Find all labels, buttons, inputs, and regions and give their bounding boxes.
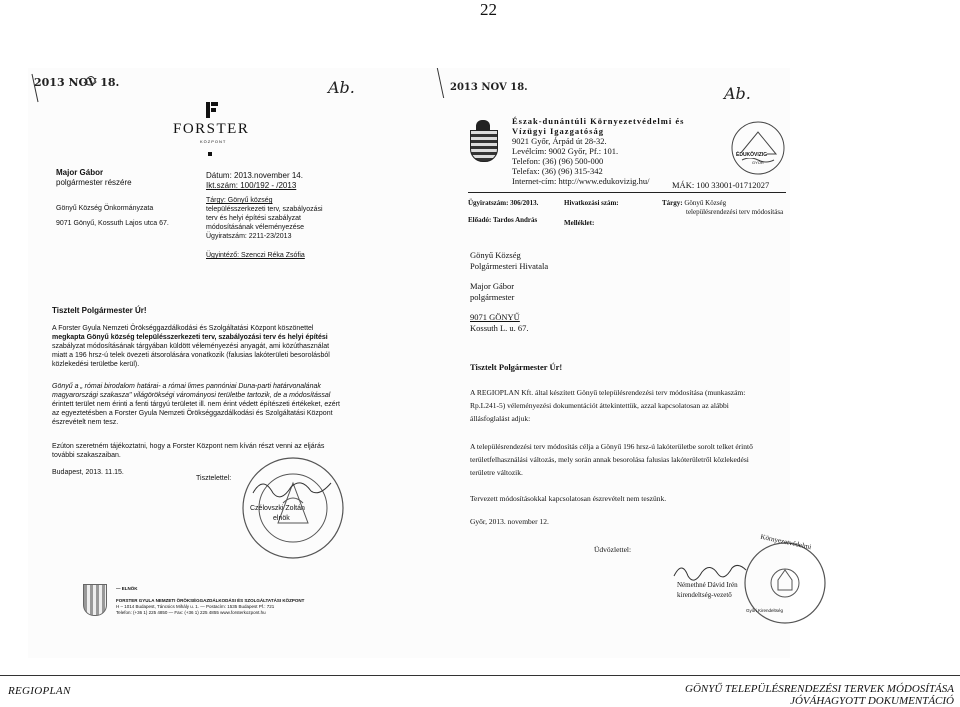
paragraph-line: Ezúton szeretném tájékoztatni, hogy a Forster Központ nem kíván részt venni az eljárás bbox=[52, 443, 325, 450]
edukovizig-logo-sub: GYŐR bbox=[752, 160, 764, 165]
paragraph-line: megkapta Gönyű község településszerkezeti terv, szabályozási terv és helyi építési bbox=[52, 334, 328, 341]
right-paragraph-1 bbox=[470, 386, 745, 425]
signer-title: elnök bbox=[273, 515, 290, 522]
recipient-address: Kossuth L. u. 67. bbox=[470, 323, 529, 333]
forster-logo-name: FORSTER bbox=[173, 121, 250, 137]
right-recipient bbox=[470, 250, 548, 334]
footer-left-label: REGIOPLAN bbox=[8, 685, 71, 697]
left-handwritten-mark: Ab. bbox=[328, 78, 355, 97]
targy-value-2: településrendezési terv módosítása bbox=[686, 208, 784, 216]
right-place-date: Győr, 2013. november 12. bbox=[470, 517, 549, 526]
right-paragraph-2 bbox=[470, 440, 753, 479]
right-received-stamp: 2013 NOV 18. bbox=[450, 82, 528, 93]
paragraph-line: szabályzat módosításának tárgyában küldött véleményezési anyagát, ami közúthasználat bbox=[52, 343, 330, 350]
recipient-person: polgármester bbox=[470, 292, 515, 302]
right-closing: Üdvözlettel: bbox=[594, 545, 632, 554]
address-line: Telefax: (36) (96) 315-342 bbox=[512, 166, 603, 176]
paragraph-line: A Forster Gyula Nemzeti Örökséggazdálkodási és Szolgáltatási Központ köszönettel bbox=[52, 325, 314, 332]
targy-value: Gönyű Község bbox=[684, 199, 727, 207]
left-signature bbox=[248, 473, 338, 503]
ugyiratszam: Ügyiratszám: 306/2013. bbox=[468, 199, 539, 207]
address-line: Levélcím: 9002 Győr, Pf.: 101. bbox=[512, 146, 619, 156]
subject-line: módosításának véleményezése bbox=[206, 224, 305, 231]
subject-block bbox=[206, 196, 386, 241]
subject-line: Ügyiratszám: 2211-23/2013 bbox=[206, 233, 292, 240]
left-stamp-strokes bbox=[28, 68, 108, 108]
place-date: Budapest, 2013. 11.15. bbox=[52, 469, 124, 476]
paragraph-line: miatt a 196 hrsz-ú telek övezeti átsorolására vonatkozik (falusias lakóterületi besorolásból bbox=[52, 352, 330, 359]
footer-right-label bbox=[685, 683, 954, 707]
paragraph-line: A REGIOPLAN Kft. által készített Gönyű településrendezési terv módosítása (munkaszám: bbox=[470, 388, 746, 397]
right-signer-title: kirendeltség-vezető bbox=[677, 591, 732, 599]
address-line: Internet-cím: http://www.edukovizig.hu/ bbox=[512, 176, 650, 186]
date-line: Dátum: 2013.november 14. bbox=[206, 171, 303, 180]
recipient-line: Gönyű Község bbox=[470, 250, 521, 260]
footer-right-line: JÓVÁHAGYOTT DOKUMENTÁCIÓ bbox=[790, 695, 954, 707]
header-rule bbox=[468, 192, 786, 193]
page-number: 22 bbox=[480, 0, 497, 19]
salutation: Tisztelt Polgármester Úr! bbox=[52, 306, 147, 315]
paragraph-line: területfelhasználási változás, mely során annak besorolása falusias lakóterületről közlekedési bbox=[470, 455, 749, 464]
paragraph-line: Gönyű a „ római birodalom határai- a római limes pannóniai Duna-parti határvonalának bbox=[52, 383, 321, 390]
paragraph-line: további szakaszaiban. bbox=[52, 452, 121, 459]
coat-of-arms bbox=[468, 120, 498, 162]
edukovizig-logo bbox=[730, 120, 786, 176]
closing: Tisztelettel: bbox=[196, 475, 232, 482]
footer-rule bbox=[0, 675, 960, 676]
address-line: 9021 Győr, Árpád út 28-32. bbox=[512, 136, 607, 146]
subject-line: terv és helyi építési szabályzat bbox=[206, 215, 301, 222]
paragraph-line: észrevételt nem tesz. bbox=[52, 419, 119, 426]
paragraph-line: érintett terület nem érinti a fenti tárgyú területet ill. nem érint védett építészeti értékeket, ezért bbox=[52, 401, 340, 408]
paragraph-line: közlekedési területbe kerül). bbox=[52, 361, 140, 368]
recipient-name: Major Gábor bbox=[56, 168, 104, 177]
right-stamp-text-2: Győri Kirendeltség bbox=[746, 608, 784, 613]
right-round-stamp bbox=[740, 538, 830, 628]
recipient-line: Polgármesteri Hivatala bbox=[470, 261, 549, 271]
paragraph-line: állásfoglalást adjuk: bbox=[470, 414, 531, 423]
left-received-stamp: 2013 NOV 18. bbox=[34, 76, 120, 89]
right-salutation: Tisztelt Polgármester Úr! bbox=[470, 362, 563, 372]
recipient-title: polgármester részére bbox=[56, 178, 132, 187]
footer-elnok: — ELNÖK bbox=[116, 586, 138, 591]
footer-line: Telefon: (+36 1) 225 4850 — Fax: (+36 1) 225 4855 www.forsterkozpont.hu bbox=[116, 610, 266, 615]
forster-logo-sub: KÖZPONT bbox=[200, 139, 227, 144]
paragraph-line: A településrendezési terv módosítás célja a Gönyű 196 hrsz-ú lakóterületbe sorolt telket érintő bbox=[470, 442, 753, 451]
melleklet: Melléklet: bbox=[564, 219, 595, 227]
footer-crest bbox=[83, 584, 107, 616]
recipient-person: Major Gábor bbox=[470, 281, 515, 291]
targy-label: Tárgy: bbox=[662, 199, 683, 207]
eloado: Előadó: Tardos András bbox=[468, 216, 538, 224]
footer-right-line: GÖNYŰ TELEPÜLÉSRENDEZÉSI TERVEK MÓDOSÍTÁSA bbox=[685, 683, 954, 695]
bullet-square bbox=[208, 152, 212, 156]
address-line: Telefon: (36) (96) 500-000 bbox=[512, 156, 604, 166]
recipient-org: Gönyű Község Önkormányzata bbox=[56, 205, 154, 212]
right-signer-name: Némethné Dávid Irén bbox=[677, 581, 738, 589]
iktatoszam: Ikt.szám: 100/192 - /2013 bbox=[206, 181, 297, 190]
signer-name: Czélovszki Zoltán bbox=[250, 505, 305, 512]
left-footer-block bbox=[116, 586, 304, 616]
paragraph-line: Rp.L241-5) véleményezési dokumentációt áttekintettük, azzal kapcsolatosan az alábbi bbox=[470, 401, 729, 410]
right-handwritten-mark: Ab. bbox=[724, 84, 751, 103]
recipient-address: 9071 Gönyű, Kossuth Lajos utca 67. bbox=[56, 220, 169, 227]
subject-line: településszerkezeti terv, szabályozási bbox=[206, 206, 323, 213]
right-paragraph-3: Tervezett módosításokkal kapcsolatosan észrevételt nem teszünk. bbox=[470, 494, 667, 503]
targy-block bbox=[662, 199, 783, 217]
mak-number: MÁK: 100 33001-01712027 bbox=[672, 180, 770, 190]
org-name-2: Vízügyi Igazgatóság bbox=[512, 126, 604, 136]
right-stamp-text: Környezetvédelmi bbox=[759, 532, 812, 552]
paragraph-1 bbox=[52, 324, 437, 369]
right-org-header bbox=[512, 116, 684, 186]
left-letter-scan bbox=[28, 68, 446, 658]
paragraph-line: az egyeztetésben a Forster Gyula Nemzeti Örökséggazdálkodási és Szolgáltatási Központ bbox=[52, 410, 333, 417]
hivatkozasi-szam: Hivatkozási szám: bbox=[564, 199, 619, 207]
footer-line: FORSTER GYULA NEMZETI ÖRÖKSÉGGAZDÁLKODÁSI ÉS SZOLGÁLTATÁSI KÖZPONT bbox=[116, 598, 305, 603]
subject-label: Tárgy: Gönyű község bbox=[206, 197, 273, 204]
ugyintezo: Ügyintéző: Szenczi Réka Zsófia bbox=[206, 252, 305, 259]
forster-logo-mark bbox=[206, 102, 218, 118]
paragraph-line: területre változik. bbox=[470, 468, 523, 477]
paragraph-2 bbox=[52, 382, 437, 427]
org-name: Észak-dunántúli Környezetvédelmi és bbox=[512, 116, 685, 126]
recipient-address: 9071 GÖNYŰ bbox=[470, 312, 520, 322]
edukovizig-logo-text: ÉDUKÖVIZIG bbox=[736, 152, 768, 158]
right-letter-scan bbox=[440, 68, 812, 658]
footer-line: H – 1014 Budapest, Táncsics Mihály u. 1. — Postacím: 1535 Budapest Pf.: 721 bbox=[116, 604, 275, 609]
paragraph-line: magyarországi szakasza" világörökségi várományosi területbe tartozik, de a módosítással bbox=[52, 392, 331, 399]
